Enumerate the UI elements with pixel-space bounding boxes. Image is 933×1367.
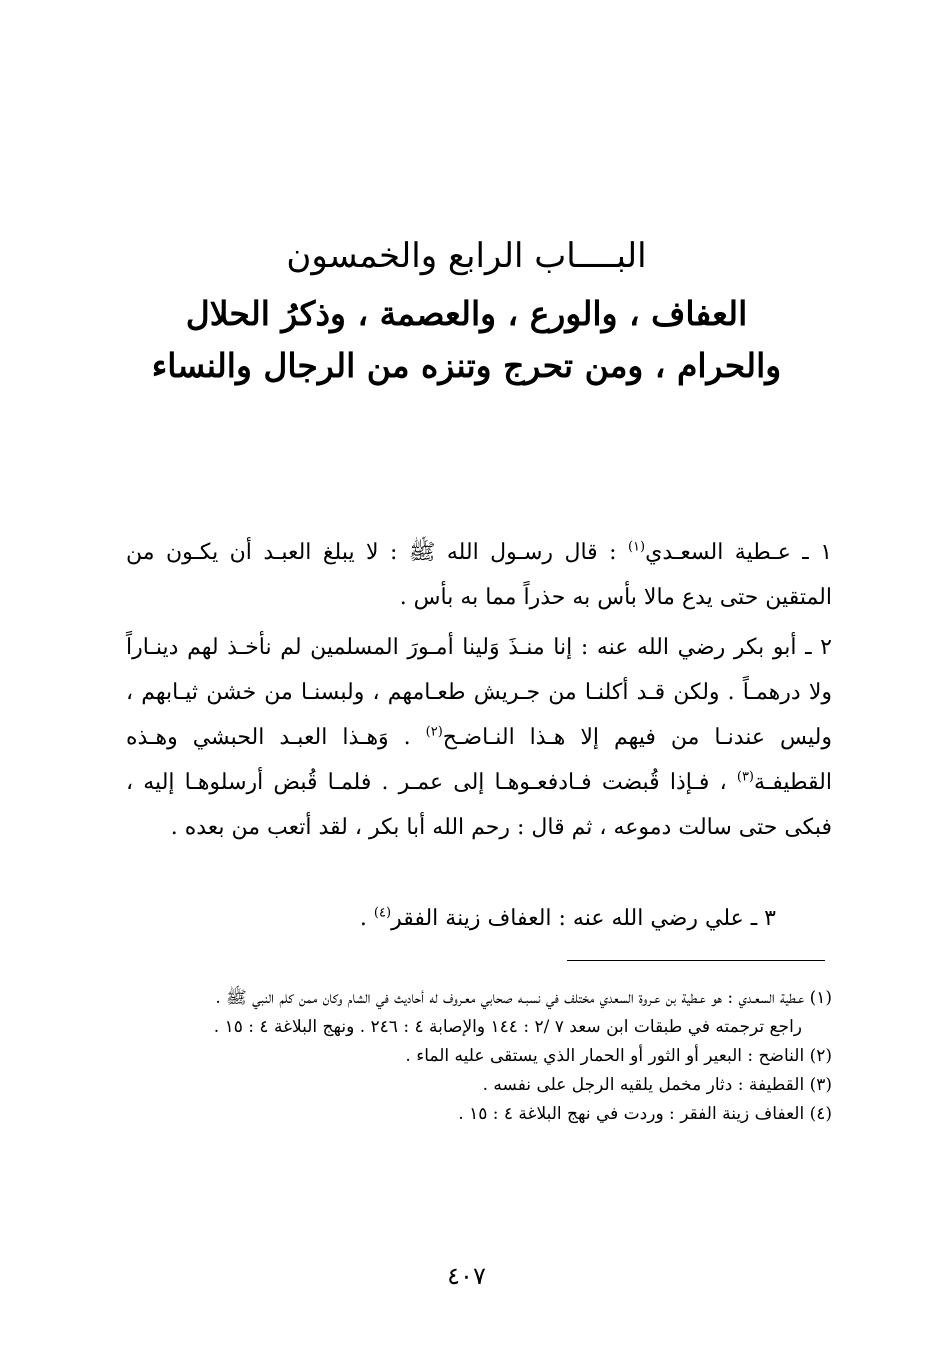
footnote-1: (١) عـطية السعـدي : هو عـطية بن عـروة السعدي مختلف في نسبـه صحابي معـروف له أحاديث في الشام وكان ممن كلم النبي ﷺ . (215, 988, 832, 1008)
paragraph-2 (126, 625, 832, 850)
footnote-divider (567, 960, 825, 961)
footnote-ref-3[interactable]: (٣) (736, 769, 754, 785)
footnote-ref-4[interactable]: (٤) (373, 905, 392, 921)
footnote-4: (٤) العفاف زينة الفقر : وردت في نهج البلاغة ٤ : ١٥ . (458, 1104, 832, 1124)
chapter-title: البــــاب الرابع والخمسون (286, 236, 647, 276)
footnotes (126, 984, 832, 1129)
paragraph-text: : قال رسـول الله ﷺ : لا يبلغ العبـد أن يكـون من المتقين حتى يدع مالا بأس به حذراً مما به بأس . (126, 540, 832, 610)
footnote-2: (٢) الناضح : البعير أو الثور أو الحمار الذي يستقى عليه الماء . (405, 1046, 832, 1066)
footnote-ref-1[interactable]: (١) (627, 539, 646, 555)
paragraph-text: ١ ـ عـطية السعـدي (645, 540, 833, 565)
paragraph-text: . وَهـذا العبـد الحبشي وهـذه القطيفـة (126, 725, 832, 795)
paragraph-1 (126, 530, 832, 620)
paragraph-text: ٢ ـ أبو بكر رضي الله عنه : إنا منـذَ وَلينا أمـورَ المسلمين لم نأخـذ لهم دينـاراً ولا درهمـاً . ولكن قـد أكلنـا من جـريش طعـامهم ، ولبسنـا من خشن ثيـابهم ، وليس عندنـا من فيهم إلا هـذا النـاضـح (126, 635, 833, 750)
chapter-subtitle-line-1: العفاف ، والورع ، والعصمة ، وذكرُ الحلال (185, 294, 748, 333)
page-number: ٤٠٧ (447, 1262, 486, 1290)
footnote-ref-2[interactable]: (٢) (425, 724, 443, 740)
paragraph-text: ٣ ـ علي رضي الله عنه : العفاف زينة الفقر (391, 906, 776, 931)
footnote-1-source: راجع ترجمته في طبقات ابن سعد ٧ /٢ : ١٤٤ والإصابة ٤ : ٢٤٦ . ونهج البلاغة ٤ : ١٥ . (213, 1017, 802, 1037)
paragraph-text: ، فـإذا قُبضت فـادفعـوهـا إلى عمـر . فلمـا قُبض أرسلوهـا إليه ، فبكى حتى سالت دموعه ، ثم قال : رحم الله أبا بكر ، لقد أتعب من بعده . (126, 770, 832, 840)
chapter-subtitle-line-2: والحرام ، ومن تحرج وتنزه من الرجال والنساء (151, 346, 782, 385)
paragraph-text: . (359, 906, 374, 931)
footnote-3: (٣) القطيفة : دثار مخمل يلقيه الرجل على نفسه . (482, 1075, 832, 1095)
paragraph-3 (126, 896, 832, 941)
